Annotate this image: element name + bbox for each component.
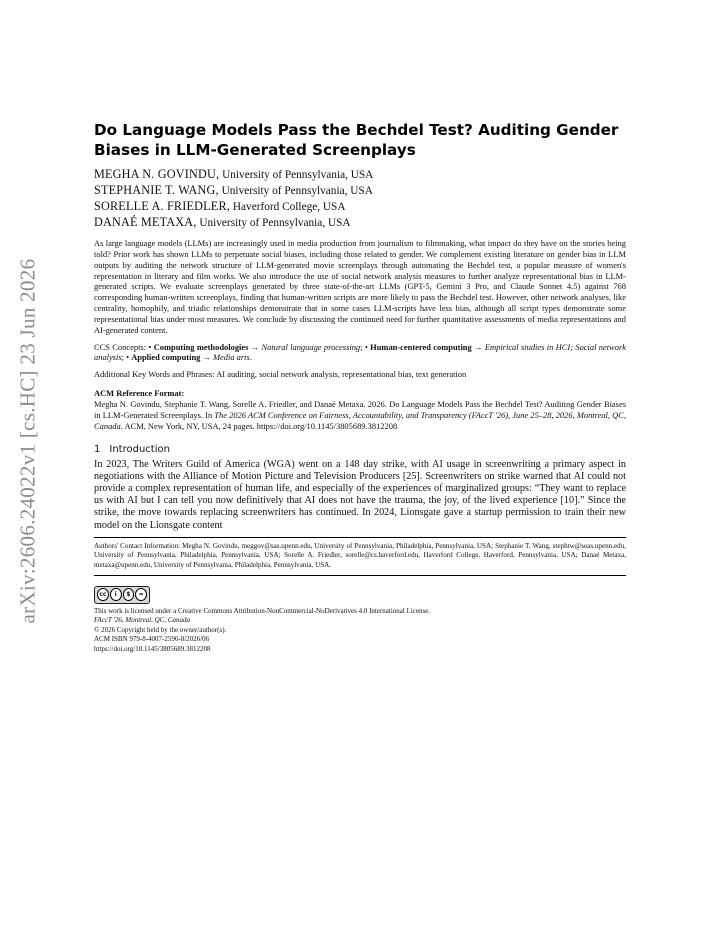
by-icon: i bbox=[110, 588, 122, 601]
author-line: SORELLE A. FRIEDLER, Haverford College, USA bbox=[94, 199, 346, 213]
cc-license-badge-icon bbox=[94, 586, 150, 604]
paper-title: Do Language Models Pass the Bechdel Test? Auditing Gender Biases in LLM-Generated Screenplays bbox=[94, 121, 619, 159]
nd-icon: = bbox=[135, 588, 147, 601]
acm-reference: ACM Reference Format: Megha N. Govindu, Stephanie T. Wang, Sorelle A. Friedler, and Danaé Metaxa. 2026. Do Language Models Pass the Bechdel Test? Auditing Gender Biases in LLM-Generated Screenplays. In The 2026 ACM Conference on Fairness, Accountability, and Transparency (FAccT '26), June 25–28, 2026, Montreal, QC, Canada. ACM, New York, NY, USA, 24 pages. https://doi.org/10.1145/3805689.3812208 bbox=[94, 388, 626, 431]
nc-icon: $ bbox=[123, 588, 135, 601]
keywords: Additional Key Words and Phrases: AI auditing, social network analysis, representational bias, text generation bbox=[94, 369, 467, 380]
arxiv-identifier: arXiv:2606.24022v1 [cs.HC] 23 Jun 2026 bbox=[15, 258, 40, 624]
author-contact-footnote: Authors' Contact Information: Megha N. Govindu, meggov@sas.upenn.edu, University of Pennsylvania, Philadelphia, Pennsylvania, USA; Stephanie T. Wang, stephtw@seas.upenn.edu, University of Pennsylvania, Philadelphia, Pennsylvania, USA; Sorelle A. Friedler, sorelle@cs.haverford.edu, Haverford College, Haverford, Pennsylvania, USA; Danaé Metaxa, metaxa@upenn.edu, University of Pennsylvania, Philadelphia, Pennsylvania, USA. bbox=[94, 541, 626, 569]
license-block: This work is licensed under a Creative Commons Attribution-NonCommercial-NoDerivatives 4.0 International License. FAccT '26, Montreal, QC, Canada © 2026 Copyright held by the owner/author(s). ACM ISBN 979-8-4007-2596-8/2026/06 https://doi.org/10.1145/3805689.3812208 bbox=[94, 606, 431, 653]
ccs-concepts: CCS Concepts: • Computing methodologies → Natural language processing; • Human-centered computing → Empirical studies in HCI; Social network analysis; • Applied computing → Media arts. bbox=[94, 341, 626, 363]
cc-icon: cc bbox=[97, 588, 109, 601]
paper-first-page bbox=[94, 120, 626, 654]
author-list bbox=[94, 167, 626, 231]
introduction-paragraph: In 2023, The Writers Guild of America (WGA) went on a 148 day strike, with AI usage in screenwriting a primary aspect in negotiations with the Alliance of Motion Picture and Television Producers [25]. Screenwriters on strike warned that AI could not provide a complex representation of human life, and especially of the experiences of marginalized groups: “They want to replace us with AI but I can tell you now definitively that AI does not have the trauma, the joy, of the lived experience [10].” Since the strike, the move towards replacing screenwriters has continued. In 2024, Lionsgate gave a startup permission to train their new model on the Lionsgate content bbox=[94, 458, 626, 531]
footnote-divider bbox=[94, 537, 626, 538]
section-heading: 1 Introduction bbox=[94, 443, 170, 455]
author-line: MEGHA N. GOVINDU, University of Pennsylvania, USA bbox=[94, 167, 374, 181]
license-divider bbox=[94, 575, 626, 576]
author-line: STEPHANIE T. WANG, University of Pennsylvania, USA bbox=[94, 183, 373, 197]
acm-reference-heading: ACM Reference Format: bbox=[94, 388, 185, 399]
author-line: DANAÉ METAXA, University of Pennsylvania, USA bbox=[94, 215, 351, 229]
abstract: As large language models (LLMs) are increasingly used in media production from journalism to filmmaking, what impact do they have on the stories being told? Prior work has shown LLMs to perpetuate social biases, including those related to gender. We complement existing literature on gender bias in LLM outputs by auditing the network structure of LLM-generated movie screenplays through automating the Bechdel test, a popular measure of women's representation in literary and film works. We also introduce the use of social network analysis measures to further analyze representational bias in LLM-generated scripts. We evaluate screenplays generated by three state-of-the-art LLMs (GPT-5, Gemini 3 Pro, and Claude Sonnet 4.5) against 768 corresponding human-written screenplays, finding that human-written scripts are more likely to pass the Bechdel test. However, other network analyses, like centrality, homophily, and triadic relationships demonstrate that in some cases LLM-scripts have less bias, although all script types demonstrate some representational bias under most measures. We conclude by discussing the continued need for further quantitative assessments of media representations and AI-generated content. bbox=[94, 238, 626, 335]
